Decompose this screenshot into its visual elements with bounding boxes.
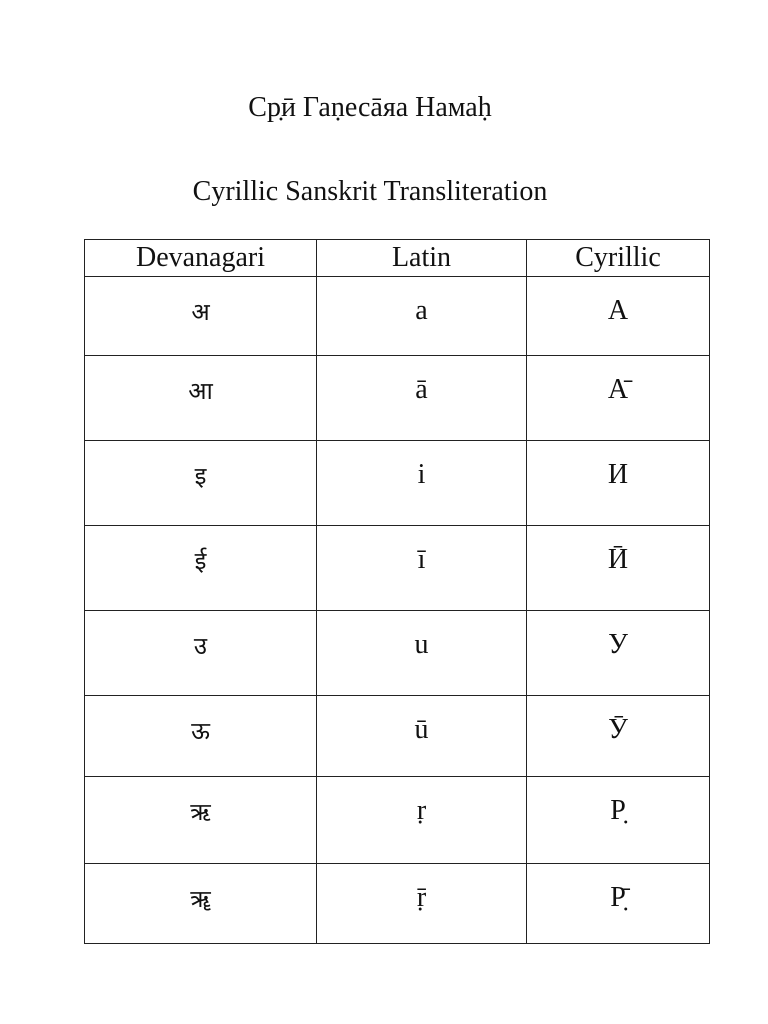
table-row <box>85 777 710 864</box>
page-subtitle: Cyrillic Sanskrit Transliteration <box>192 176 548 207</box>
table-row <box>85 864 710 944</box>
latin-cell: ī <box>317 526 527 611</box>
latin-cell: i <box>317 441 527 526</box>
latin-cell: ṛ <box>317 777 527 864</box>
latin-cell: a <box>317 277 527 356</box>
devanagari-cell: ई <box>85 526 317 611</box>
devanagari-cell: उ <box>85 611 317 696</box>
cyrillic-cell: Ӣ <box>527 526 710 611</box>
transliteration-table <box>84 239 710 944</box>
cyrillic-cell: Р̣ <box>527 777 710 864</box>
devanagari-cell: ॠ <box>85 864 317 944</box>
devanagari-cell: अ <box>85 277 317 356</box>
latin-cell: u <box>317 611 527 696</box>
latin-cell: ū <box>317 696 527 777</box>
column-header-cyrillic: Cyrillic <box>527 240 710 277</box>
cyrillic-cell: Р̣̄ <box>527 864 710 944</box>
latin-cell: ṝ <box>317 864 527 944</box>
table-header-row <box>85 240 710 277</box>
column-header-devanagari: Devanagari <box>85 240 317 277</box>
latin-cell: ā <box>317 356 527 441</box>
table-row <box>85 696 710 777</box>
devanagari-cell: आ <box>85 356 317 441</box>
cyrillic-cell: У <box>527 611 710 696</box>
table-row <box>85 356 710 441</box>
table-row <box>85 441 710 526</box>
column-header-latin: Latin <box>317 240 527 277</box>
devanagari-cell: इ <box>85 441 317 526</box>
table-row <box>85 611 710 696</box>
devanagari-cell: ऋ <box>85 777 317 864</box>
cyrillic-cell: А̄ <box>527 356 710 441</box>
table-row <box>85 277 710 356</box>
cyrillic-cell: А <box>527 277 710 356</box>
table-row <box>85 526 710 611</box>
page-title: Ср̣ӣ Гаṇесāяа Намаḥ <box>248 92 492 123</box>
devanagari-cell: ऊ <box>85 696 317 777</box>
cyrillic-cell: Ӯ <box>527 696 710 777</box>
cyrillic-cell: И <box>527 441 710 526</box>
